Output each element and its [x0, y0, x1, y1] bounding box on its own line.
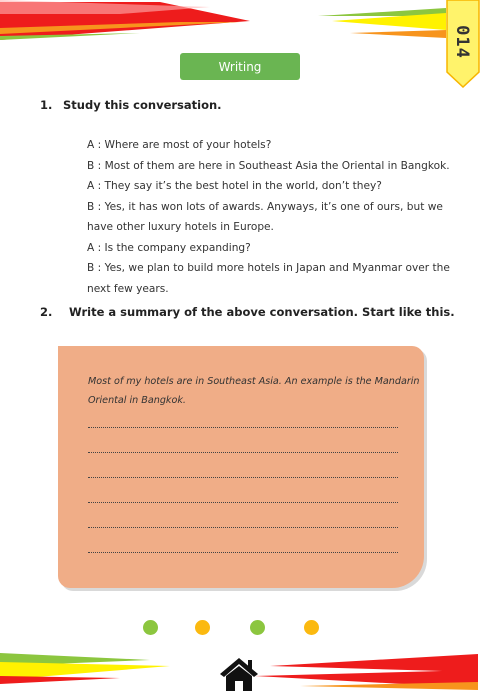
- instruction-number: 1.: [40, 98, 53, 112]
- writing-line[interactable]: [88, 427, 398, 428]
- section-badge: Writing: [180, 53, 300, 80]
- conversation-line: B : Yes, it has won lots of awards. Anyways, it’s one of ours, but we: [87, 201, 443, 213]
- decorative-dot: [250, 620, 265, 635]
- conversation-line: A : They say it’s the best hotel in the world, don’t they?: [87, 180, 382, 192]
- conversation-line: next few years.: [87, 283, 169, 295]
- conversation-line: B : Most of them are here in Southeast Asia the Oriental in Bangkok.: [87, 160, 450, 172]
- writing-line[interactable]: [88, 552, 398, 553]
- conversation-line: A : Is the company expanding?: [87, 242, 251, 254]
- decorative-dot: [143, 620, 158, 635]
- conversation-line: B : Yes, we plan to build more hotels in Japan and Myanmar over the: [87, 262, 450, 274]
- conversation-line: have other luxury hotels in Europe.: [87, 221, 274, 233]
- decorative-dot: [195, 620, 210, 635]
- answer-starter-line: Oriental in Bangkok.: [88, 395, 186, 406]
- writing-line[interactable]: [88, 527, 398, 528]
- instruction-text: Write a summary of the above conversation. Start like this.: [69, 305, 455, 319]
- writing-line[interactable]: [88, 502, 398, 503]
- page-number: 014: [452, 25, 472, 59]
- conversation-line: A : Where are most of your hotels?: [87, 139, 272, 151]
- decorative-dot: [304, 620, 319, 635]
- writing-line[interactable]: [88, 452, 398, 453]
- answer-starter-line: Most of my hotels are in Southeast Asia. An example is the Mandarin: [88, 376, 420, 387]
- instruction-number: 2.: [40, 305, 53, 319]
- instruction-text: Study this conversation.: [63, 98, 222, 112]
- home-icon[interactable]: [220, 656, 258, 692]
- writing-line[interactable]: [88, 477, 398, 478]
